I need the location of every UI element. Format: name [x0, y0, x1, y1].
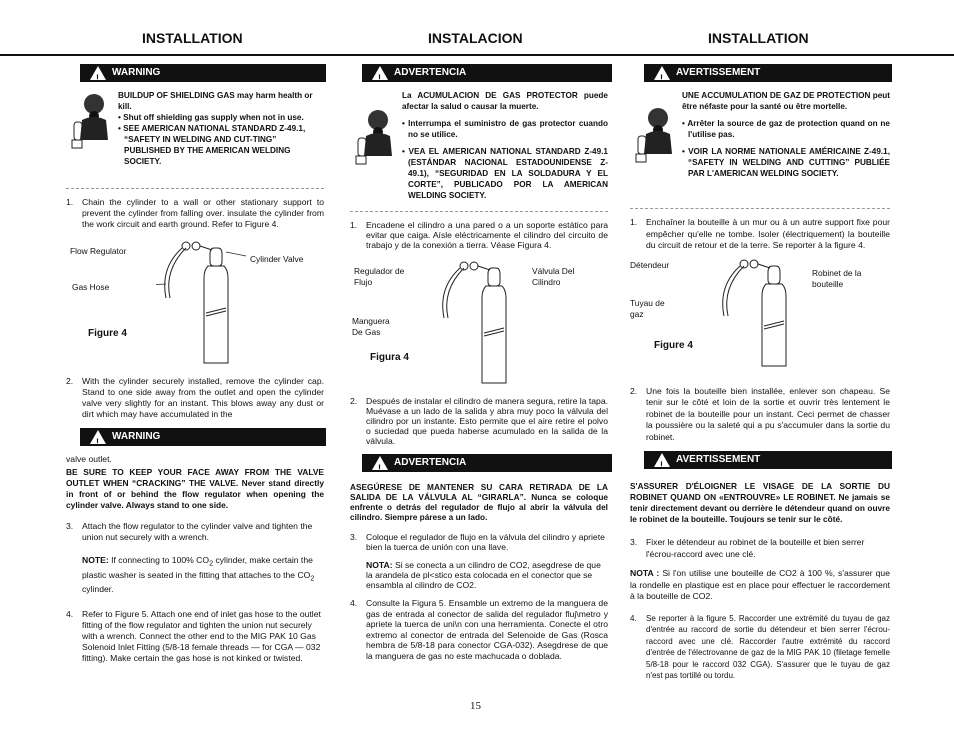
header-spanish: INSTALACION — [428, 30, 523, 46]
header-english: INSTALLATION — [142, 30, 243, 46]
note-text: If connecting to 100% CO — [111, 555, 210, 565]
warning-block — [350, 90, 608, 201]
warning-title: AVERTISSEMENT — [676, 67, 761, 78]
step-text: Chain the cylinder to a wall or other stationary support to prevent the cylinder from falling over. insulate the cylinder from the work circuit and earth ground. Refer to Figure 4. — [82, 197, 324, 229]
gas-hazard-person-icon — [632, 104, 676, 164]
step-text: Refer to Figure 5. Attach one end of inlet gas hose to the outlet fitting of the flow regulator and tighten the union nut securely with a wrench. Connect the other end to the MIG PAK 10 Gas Solenoid Inlet Fitting (5/8-18 female threads — for CGA — 032 fitting). Make certain the gas hose is not kinked or twisted. — [82, 609, 321, 664]
figure-label: Cylinder Valve — [250, 254, 304, 264]
warning-text: ASEGÚRESE DE MANTENER SU CARA RETIRADA DE LA SALIDA DE LA VÁLVULA AL “GIRARLA”. Nunca se coloque enfrente o detrás del regulador de flujo al abrir la válvula del cilindro. Siempre párese a un lado. — [350, 482, 608, 522]
step-text: Se reporter à la figure 5. Raccorder une extrémité du tuyau de gaz d'entrée au raccord de sortie du détendeur et bien serrer l'écrou-raccord avec une clé. Raccorder l'autre extrémité du raccord d'entrée de l'électrovanne de gaz de la MIG PAK 10 (filetage femelle 5/8-18 pour le raccord 032 CGA). S'assurer que le tuyau de gaz n'est pas tortillé ou tordu. — [646, 613, 890, 680]
warning-title: ADVERTENCIA — [394, 67, 467, 78]
step-text: Después de instalar el cilindro de manera segura, retire la tapa. Muévase a un lado de la salida y abra muy poco la válvula del cilindro por un instante. Esto permite que el aire retire el polvo o suciedad que pueda haberse acumulado en la salida de la válvula. — [366, 396, 608, 446]
warning-line: • SEE AMERICAN NATIONAL STANDARD Z-49.1, “SAFETY IN WELDING AND CUT-TING” PUBLISHED BY THE AMERICAN WELDING SOCIETY. — [118, 124, 306, 166]
step-4 — [350, 598, 608, 661]
figure-caption: Figura 4 — [370, 352, 409, 363]
warning-icon — [90, 430, 106, 444]
column-english — [66, 64, 324, 672]
step-text: With the cylinder securely installed, remove the cylinder cap. Stand to one side away from the outlet and open the cylinder valve very slightly for an instant. This blows away any dust or dirt which may have accumulated in the — [82, 376, 324, 419]
column-spanish — [350, 64, 608, 669]
warning-banner — [644, 451, 892, 469]
warning-block — [66, 90, 324, 178]
warning-title: ADVERTENCIA — [394, 457, 467, 468]
note-subscript: 2 — [209, 559, 214, 568]
step-1 — [350, 220, 608, 250]
step-3 — [350, 532, 608, 552]
page-number: 15 — [470, 700, 481, 712]
step-text: Encadene el cilindro a una pared o a un soporte estático para evitar que caiga. Aísle eléctricamente el cilindro del circuito de trabajo y de la conexión a tierra. Véase Figura 4. — [366, 220, 608, 250]
step-number: 2. — [66, 376, 74, 386]
gas-hazard-person-icon — [352, 106, 396, 166]
step-number: 3. — [350, 532, 358, 542]
figure-4 — [350, 258, 608, 390]
warning-banner — [80, 428, 326, 446]
step-text: Consulte la Figura 5. Ensamble un extremo de la manguera de gas de entrada al conector de salida del regulador fluj\metro y apriete la tuerca de uni\n con una herramienta. Conecte el otro extremo al conector de entrada del Selenoide de Gas (Rosca hembra de 5/8-18 para conector CGA-032). Asegdrese de que la manguera de gas no este machucada o doblada. — [366, 598, 608, 661]
warning-block — [630, 90, 890, 198]
step-2 — [630, 386, 890, 444]
divider — [350, 211, 608, 212]
figure-label: Robinet de la bouteille — [812, 267, 862, 289]
figure-caption: Figure 4 — [88, 328, 127, 339]
step-text: Une fois la bouteille bien installée, enlever son chapeau. Se tenir sur le côté et loin de la sortie et ouvrir très lentement le robinet de la bouteille pour un instant. Ceci permet de chasser la poussière ou la saleté qui a pu s'accumuler dans la sortie du robinet. — [646, 385, 890, 442]
step-2 — [66, 376, 324, 420]
figure-label: Flow Regulator — [70, 246, 127, 256]
step-text: Coloque el regulador de flujo en la válvula del cilindro y apriete bien la tuerca de unión con una llave. — [366, 532, 605, 552]
warning-banner — [644, 64, 892, 82]
note-label: NOTA: — [366, 560, 393, 570]
note-text: Si l'on utilise une bouteille de CO2 à 100 %, s'assurer que la rondelle en plastique est en place pour effectuer le raccordement à la bouteille de CO2. — [630, 568, 890, 601]
step-1 — [630, 217, 890, 252]
warning-title: WARNING — [112, 67, 161, 78]
figure-label: Manguera De Gas — [352, 316, 390, 337]
note-label: NOTE: — [82, 555, 109, 565]
step-number: 1. — [350, 220, 358, 230]
warning-icon — [372, 456, 388, 470]
step-number: 4. — [630, 613, 637, 623]
step-number: 1. — [66, 197, 74, 207]
warning-icon — [654, 453, 670, 467]
step-2 — [350, 396, 608, 446]
divider — [630, 208, 890, 209]
step-4 — [630, 613, 890, 682]
step-text-continued: valve outlet. — [66, 454, 112, 464]
figure-label: Tuyau de gaz — [630, 297, 665, 319]
note-text: Si se conecta a un cilindro de CO2, asegdrese de que la arandela de pl<stico esta colocada en el conector que se ensambla al cilindro de CO2. — [366, 560, 601, 590]
note — [366, 560, 608, 590]
warning-line: La ACUMULACION DE GAS PROTECTOR puede afectar la salud o causar la muerte. — [402, 91, 608, 111]
warning-line: • VEA EL AMERICAN NATIONAL STANDARD Z-49.1 (ESTÁNDAR NACIONAL ESTADOUNIDENSE Z-49.1), “SEGURIDAD EN LA SOLDADURA Y EL CORTE”, PUBLICADO POR LA AMERICAN WELDING SOCIETY. — [402, 147, 608, 200]
warning-line: • Interrumpa el suministro de gas protector cuando no se utilice. — [402, 119, 608, 139]
gas-hazard-person-icon — [68, 90, 112, 150]
warning-text: BE SURE TO KEEP YOUR FACE AWAY FROM THE VALVE OUTLET WHEN “CRACKING” THE VALVE. Never stand directly in front of or behind the flow regulator when opening the cylinder valve. Always stand to one side. — [66, 467, 324, 510]
warning-banner — [80, 64, 326, 82]
warning-line: • Shut off shielding gas supply when not in use. — [118, 113, 304, 122]
step-number: 4. — [350, 598, 358, 608]
warning-icon — [654, 66, 670, 80]
step-number: 1. — [630, 217, 638, 227]
step-number: 4. — [66, 609, 74, 620]
warning-title: AVERTISSEMENT — [676, 454, 761, 465]
header-rule — [0, 54, 954, 56]
step-3 — [630, 537, 890, 560]
note-label: NOTA : — [630, 568, 660, 578]
figure-caption: Figure 4 — [654, 339, 693, 351]
figure-label: Détendeur — [630, 259, 670, 270]
warning-banner — [362, 454, 612, 472]
step-3 — [66, 521, 324, 543]
note-text: cylinder, make certain the plastic washer is seated in the fitting that attaches to the CO — [82, 555, 313, 580]
step-number: 3. — [66, 521, 74, 531]
note — [630, 568, 890, 603]
warning-icon — [372, 66, 388, 80]
step-text: Fixer le détendeur au robinet de la bouteille et bien serrer l'écrou-raccord avec une clé. — [646, 537, 865, 559]
step-number: 3. — [630, 537, 638, 547]
warning-banner — [362, 64, 612, 82]
figure-label: Válvula Del Cilindro — [532, 266, 575, 287]
step-1 — [66, 197, 324, 230]
column-french — [630, 64, 890, 690]
figure-4 — [66, 238, 324, 370]
warning-title: WARNING — [112, 431, 161, 442]
figure-label: Gas Hose — [72, 282, 110, 292]
divider — [66, 188, 324, 189]
figure-label: Regulador de Flujo — [354, 266, 405, 287]
step-text: Attach the flow regulator to the cylinder valve and tighten the union nut securely with a wrench. — [82, 521, 313, 542]
warning-line: • VOIR LA NORME NATIONALE AMÉRICAINE Z-49.1, “SAFETY IN WELDING AND CUTTING” PUBLIÉE PAR L'AMERICAN WELDING SOCIETY. — [682, 147, 890, 178]
step-text: Enchaîner la bouteille à un mur ou à un autre support fixe pour empêcher qu'elle ne tombe. Isoler (électriquement) la bouteille du circuit de retour et de la terre. Se reporter à la figure 4. — [646, 217, 890, 250]
note-subscript: 2 — [310, 574, 315, 583]
header-french: INSTALLATION — [708, 30, 809, 46]
note-text: cylinder. — [82, 584, 114, 595]
note — [82, 555, 324, 595]
warning-icon — [90, 66, 106, 80]
figure-4 — [630, 260, 890, 380]
warning-line: BUILDUP OF SHIELDING GAS may harm health or kill. — [118, 91, 313, 111]
warning-line: • Arrêter la source de gaz de protection quand on ne l'utilise pas. — [682, 119, 890, 139]
step-number: 2. — [350, 396, 358, 406]
step-4 — [66, 609, 324, 664]
step-number: 2. — [630, 385, 638, 396]
warning-text: S'ASSURER D'ÉLOIGNER LE VISAGE DE LA SORTIE DU ROBINET QUAND ON «ENTROUVRE» LE ROBINET. Ne jamais se tenir directement devant ou derrière le détendeur quand on ouvre le robinet de la bouteille. Toujours se tenir sur le côté. — [630, 481, 890, 524]
warning-line: UNE ACCUMULATION DE GAZ DE PROTECTION peut être néfaste pour la santé ou être mortelle. — [682, 91, 890, 111]
